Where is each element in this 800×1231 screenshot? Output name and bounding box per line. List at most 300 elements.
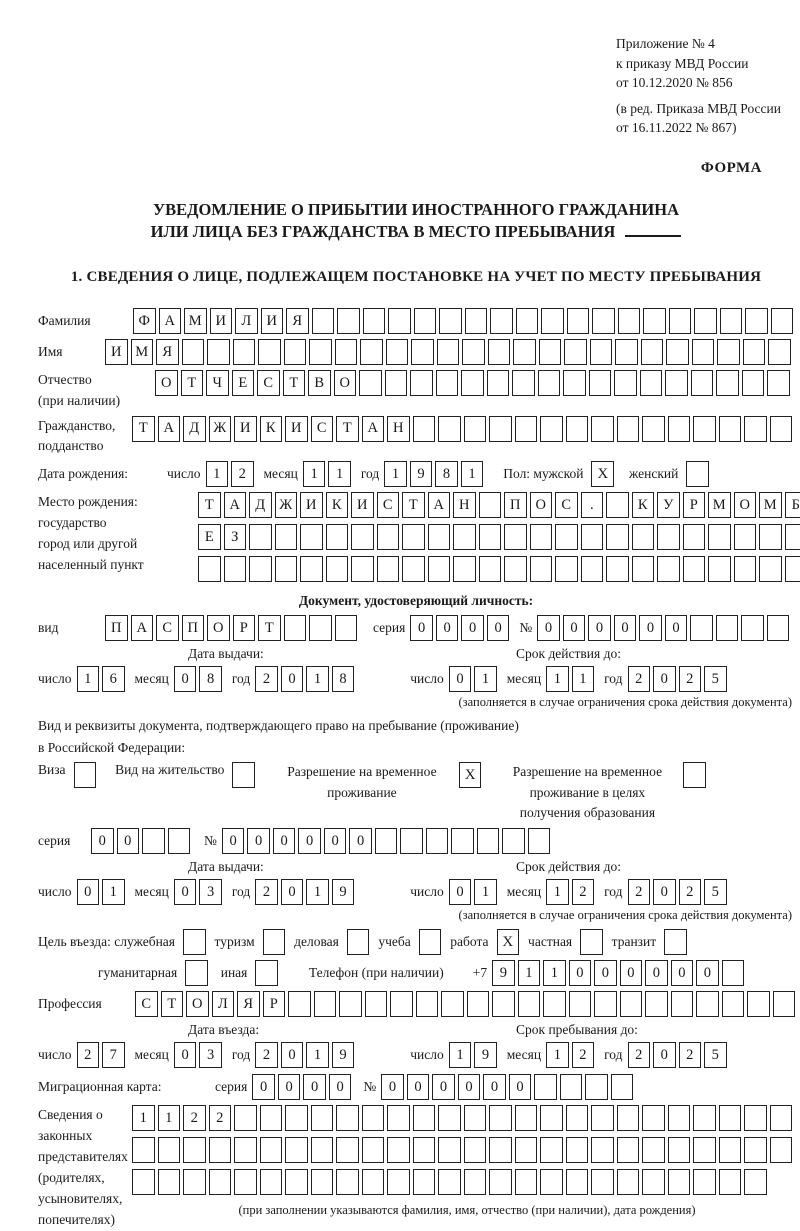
char-cell[interactable]	[453, 556, 476, 582]
char-cell[interactable]: 2	[679, 666, 702, 692]
char-cell[interactable]: 0	[174, 879, 197, 905]
char-cell[interactable]	[611, 1074, 634, 1100]
char-cell[interactable]: 0	[410, 615, 433, 641]
char-cell[interactable]: К	[326, 492, 349, 518]
char-cell[interactable]	[465, 308, 488, 334]
char-cell[interactable]	[594, 991, 617, 1017]
char-cell[interactable]: 0	[298, 828, 321, 854]
char-cell[interactable]: С	[257, 370, 280, 396]
char-cell[interactable]	[716, 370, 739, 396]
char-cell[interactable]	[207, 339, 230, 365]
char-cell[interactable]: Р	[233, 615, 256, 641]
char-cell[interactable]: З	[224, 524, 247, 550]
char-cell[interactable]	[566, 416, 589, 442]
char-cell[interactable]	[720, 308, 743, 334]
char-cell[interactable]	[744, 1169, 767, 1195]
char-cell[interactable]	[632, 556, 655, 582]
char-cell[interactable]	[585, 1074, 608, 1100]
char-cell[interactable]	[441, 991, 464, 1017]
char-cell[interactable]	[377, 556, 400, 582]
char-cell[interactable]	[438, 1105, 461, 1131]
char-cell[interactable]: А	[362, 416, 385, 442]
char-cell[interactable]: 0	[174, 1042, 197, 1068]
char-cell[interactable]: 0	[645, 960, 668, 986]
char-cell[interactable]: 0	[614, 615, 637, 641]
char-cell[interactable]	[335, 339, 358, 365]
char-cell[interactable]: 0	[569, 960, 592, 986]
char-cell[interactable]	[234, 1169, 257, 1195]
char-cell[interactable]: 0	[77, 879, 100, 905]
char-cell[interactable]	[183, 1169, 206, 1195]
char-cell[interactable]	[488, 339, 511, 365]
temp-residence-education-checkbox[interactable]	[683, 762, 706, 788]
char-cell[interactable]	[489, 1105, 512, 1131]
char-cell[interactable]	[690, 615, 713, 641]
char-cell[interactable]	[540, 1169, 563, 1195]
char-cell[interactable]	[492, 991, 515, 1017]
char-cell[interactable]: 0	[563, 615, 586, 641]
char-cell[interactable]	[362, 1137, 385, 1163]
char-cell[interactable]: 0	[509, 1074, 532, 1100]
char-cell[interactable]	[336, 1137, 359, 1163]
char-cell[interactable]	[326, 556, 349, 582]
char-cell[interactable]	[467, 991, 490, 1017]
char-cell[interactable]: 2	[628, 879, 651, 905]
char-cell[interactable]	[770, 1105, 793, 1131]
char-cell[interactable]: 1	[306, 879, 329, 905]
char-cell[interactable]: 3	[199, 879, 222, 905]
char-cell[interactable]	[311, 1137, 334, 1163]
char-cell[interactable]	[591, 416, 614, 442]
char-cell[interactable]	[581, 524, 604, 550]
char-cell[interactable]	[566, 1137, 589, 1163]
char-cell[interactable]	[617, 1137, 640, 1163]
char-cell[interactable]	[453, 524, 476, 550]
char-cell[interactable]: 0	[222, 828, 245, 854]
char-cell[interactable]	[642, 1105, 665, 1131]
char-cell[interactable]	[643, 308, 666, 334]
char-cell[interactable]: 0	[252, 1074, 275, 1100]
char-cell[interactable]: 1	[546, 666, 569, 692]
char-cell[interactable]	[258, 339, 281, 365]
char-cell[interactable]	[132, 1169, 155, 1195]
char-cell[interactable]: 5	[704, 1042, 727, 1068]
char-cell[interactable]: 1	[328, 461, 351, 487]
char-cell[interactable]	[233, 339, 256, 365]
char-cell[interactable]: 8	[199, 666, 222, 692]
char-cell[interactable]	[413, 1137, 436, 1163]
char-cell[interactable]: 1	[518, 960, 541, 986]
char-cell[interactable]	[300, 556, 323, 582]
char-cell[interactable]	[743, 339, 766, 365]
char-cell[interactable]	[785, 556, 800, 582]
char-cell[interactable]	[620, 991, 643, 1017]
char-cell[interactable]: 2	[183, 1105, 206, 1131]
char-cell[interactable]	[770, 1137, 793, 1163]
char-cell[interactable]	[515, 1105, 538, 1131]
char-cell[interactable]: П	[182, 615, 205, 641]
purpose-study-checkbox[interactable]	[419, 929, 442, 955]
char-cell[interactable]	[413, 1169, 436, 1195]
char-cell[interactable]: Д	[183, 416, 206, 442]
char-cell[interactable]	[567, 308, 590, 334]
char-cell[interactable]	[671, 991, 694, 1017]
char-cell[interactable]	[683, 556, 706, 582]
char-cell[interactable]: 0	[281, 1042, 304, 1068]
char-cell[interactable]	[402, 556, 425, 582]
char-cell[interactable]	[182, 339, 205, 365]
char-cell[interactable]	[234, 1137, 257, 1163]
char-cell[interactable]	[668, 1105, 691, 1131]
char-cell[interactable]	[314, 991, 337, 1017]
char-cell[interactable]: К	[632, 492, 655, 518]
char-cell[interactable]	[158, 1137, 181, 1163]
char-cell[interactable]	[617, 416, 640, 442]
char-cell[interactable]	[388, 308, 411, 334]
char-cell[interactable]: И	[351, 492, 374, 518]
char-cell[interactable]	[416, 991, 439, 1017]
char-cell[interactable]	[285, 1169, 308, 1195]
char-cell[interactable]	[336, 1105, 359, 1131]
char-cell[interactable]	[540, 416, 563, 442]
char-cell[interactable]	[479, 556, 502, 582]
char-cell[interactable]: 0	[91, 828, 114, 854]
char-cell[interactable]	[657, 556, 680, 582]
char-cell[interactable]	[438, 1137, 461, 1163]
char-cell[interactable]	[528, 828, 551, 854]
char-cell[interactable]: Т	[198, 492, 221, 518]
char-cell[interactable]	[132, 1137, 155, 1163]
char-cell[interactable]	[555, 524, 578, 550]
char-cell[interactable]: 0	[696, 960, 719, 986]
char-cell[interactable]: 9	[410, 461, 433, 487]
char-cell[interactable]: Т	[283, 370, 306, 396]
char-cell[interactable]: 0	[381, 1074, 404, 1100]
char-cell[interactable]	[645, 991, 668, 1017]
char-cell[interactable]	[209, 1137, 232, 1163]
char-cell[interactable]: 0	[653, 666, 676, 692]
char-cell[interactable]: Т	[402, 492, 425, 518]
char-cell[interactable]: 2	[231, 461, 254, 487]
char-cell[interactable]: Т	[161, 991, 184, 1017]
char-cell[interactable]: 0	[537, 615, 560, 641]
char-cell[interactable]	[642, 1169, 665, 1195]
char-cell[interactable]	[668, 1169, 691, 1195]
char-cell[interactable]	[209, 1169, 232, 1195]
char-cell[interactable]	[768, 339, 791, 365]
purpose-work-checkbox[interactable]: X	[497, 929, 520, 955]
char-cell[interactable]	[300, 524, 323, 550]
char-cell[interactable]	[436, 370, 459, 396]
char-cell[interactable]: 0	[329, 1074, 352, 1100]
char-cell[interactable]	[284, 339, 307, 365]
char-cell[interactable]	[744, 416, 767, 442]
char-cell[interactable]	[543, 991, 566, 1017]
char-cell[interactable]: Е	[198, 524, 221, 550]
char-cell[interactable]	[539, 339, 562, 365]
char-cell[interactable]: Ф	[133, 308, 156, 334]
char-cell[interactable]: 0	[620, 960, 643, 986]
char-cell[interactable]	[390, 991, 413, 1017]
female-checkbox[interactable]	[686, 461, 709, 487]
char-cell[interactable]	[411, 339, 434, 365]
char-cell[interactable]: С	[311, 416, 334, 442]
char-cell[interactable]	[590, 339, 613, 365]
char-cell[interactable]	[387, 1105, 410, 1131]
char-cell[interactable]: 2	[209, 1105, 232, 1131]
char-cell[interactable]	[693, 1137, 716, 1163]
char-cell[interactable]	[512, 370, 535, 396]
char-cell[interactable]: 0	[247, 828, 270, 854]
char-cell[interactable]	[657, 524, 680, 550]
char-cell[interactable]	[326, 524, 349, 550]
char-cell[interactable]	[693, 1105, 716, 1131]
char-cell[interactable]	[400, 828, 423, 854]
char-cell[interactable]: 0	[588, 615, 611, 641]
char-cell[interactable]	[284, 615, 307, 641]
char-cell[interactable]	[538, 370, 561, 396]
char-cell[interactable]	[767, 370, 790, 396]
char-cell[interactable]	[437, 339, 460, 365]
char-cell[interactable]	[719, 1137, 742, 1163]
char-cell[interactable]	[566, 1105, 589, 1131]
char-cell[interactable]	[438, 1169, 461, 1195]
char-cell[interactable]: 0	[483, 1074, 506, 1100]
char-cell[interactable]	[387, 1169, 410, 1195]
char-cell[interactable]	[490, 308, 513, 334]
char-cell[interactable]: 2	[628, 666, 651, 692]
char-cell[interactable]: 0	[639, 615, 662, 641]
char-cell[interactable]: О	[334, 370, 357, 396]
char-cell[interactable]	[377, 524, 400, 550]
char-cell[interactable]: Т	[132, 416, 155, 442]
char-cell[interactable]: И	[210, 308, 233, 334]
char-cell[interactable]: С	[555, 492, 578, 518]
char-cell[interactable]: 1	[461, 461, 484, 487]
char-cell[interactable]	[530, 524, 553, 550]
char-cell[interactable]: 1	[306, 1042, 329, 1068]
char-cell[interactable]	[615, 339, 638, 365]
char-cell[interactable]: 2	[628, 1042, 651, 1068]
char-cell[interactable]	[285, 1105, 308, 1131]
char-cell[interactable]: 1	[543, 960, 566, 986]
char-cell[interactable]	[359, 370, 382, 396]
char-cell[interactable]	[451, 828, 474, 854]
char-cell[interactable]: О	[186, 991, 209, 1017]
char-cell[interactable]	[387, 1137, 410, 1163]
char-cell[interactable]: 0	[671, 960, 694, 986]
char-cell[interactable]	[513, 339, 536, 365]
char-cell[interactable]: П	[105, 615, 128, 641]
char-cell[interactable]: 0	[117, 828, 140, 854]
char-cell[interactable]	[666, 339, 689, 365]
purpose-private-checkbox[interactable]	[580, 929, 603, 955]
purpose-tourism-checkbox[interactable]	[263, 929, 286, 955]
char-cell[interactable]	[642, 1137, 665, 1163]
char-cell[interactable]: 2	[679, 1042, 702, 1068]
char-cell[interactable]	[198, 556, 221, 582]
char-cell[interactable]: 0	[449, 666, 472, 692]
char-cell[interactable]: 8	[332, 666, 355, 692]
char-cell[interactable]	[515, 416, 538, 442]
char-cell[interactable]	[785, 524, 800, 550]
char-cell[interactable]: 0	[281, 666, 304, 692]
char-cell[interactable]	[683, 524, 706, 550]
char-cell[interactable]	[351, 556, 374, 582]
char-cell[interactable]: 0	[436, 615, 459, 641]
char-cell[interactable]: Н	[387, 416, 410, 442]
char-cell[interactable]	[336, 1169, 359, 1195]
char-cell[interactable]	[618, 308, 641, 334]
char-cell[interactable]: М	[131, 339, 154, 365]
char-cell[interactable]: 1	[303, 461, 326, 487]
char-cell[interactable]	[158, 1169, 181, 1195]
char-cell[interactable]: .	[581, 492, 604, 518]
char-cell[interactable]: М	[759, 492, 782, 518]
char-cell[interactable]	[428, 556, 451, 582]
char-cell[interactable]: О	[734, 492, 757, 518]
char-cell[interactable]	[693, 416, 716, 442]
char-cell[interactable]: 0	[449, 879, 472, 905]
char-cell[interactable]	[569, 991, 592, 1017]
char-cell[interactable]	[632, 524, 655, 550]
char-cell[interactable]	[464, 416, 487, 442]
char-cell[interactable]: 2	[679, 879, 702, 905]
char-cell[interactable]	[260, 1169, 283, 1195]
char-cell[interactable]	[439, 308, 462, 334]
char-cell[interactable]: А	[224, 492, 247, 518]
char-cell[interactable]	[617, 1169, 640, 1195]
male-checkbox[interactable]: X	[591, 461, 614, 487]
char-cell[interactable]: А	[158, 416, 181, 442]
char-cell[interactable]	[530, 556, 553, 582]
char-cell[interactable]: 9	[332, 879, 355, 905]
char-cell[interactable]: 0	[665, 615, 688, 641]
char-cell[interactable]: 1	[546, 1042, 569, 1068]
char-cell[interactable]	[767, 615, 790, 641]
char-cell[interactable]	[464, 1137, 487, 1163]
char-cell[interactable]	[234, 1105, 257, 1131]
char-cell[interactable]	[669, 308, 692, 334]
char-cell[interactable]: И	[105, 339, 128, 365]
char-cell[interactable]: 0	[303, 1074, 326, 1100]
char-cell[interactable]: 5	[704, 879, 727, 905]
char-cell[interactable]	[515, 1137, 538, 1163]
char-cell[interactable]	[771, 308, 794, 334]
char-cell[interactable]	[560, 1074, 583, 1100]
char-cell[interactable]	[668, 1137, 691, 1163]
char-cell[interactable]: И	[234, 416, 257, 442]
char-cell[interactable]	[339, 991, 362, 1017]
char-cell[interactable]: 0	[278, 1074, 301, 1100]
char-cell[interactable]	[487, 370, 510, 396]
char-cell[interactable]: С	[135, 991, 158, 1017]
char-cell[interactable]: Р	[263, 991, 286, 1017]
char-cell[interactable]	[386, 339, 409, 365]
char-cell[interactable]: В	[308, 370, 331, 396]
char-cell[interactable]	[719, 1105, 742, 1131]
char-cell[interactable]	[734, 524, 757, 550]
char-cell[interactable]: 1	[158, 1105, 181, 1131]
char-cell[interactable]: Ч	[206, 370, 229, 396]
char-cell[interactable]	[516, 308, 539, 334]
char-cell[interactable]	[555, 556, 578, 582]
char-cell[interactable]	[413, 416, 436, 442]
char-cell[interactable]	[722, 960, 745, 986]
char-cell[interactable]	[489, 416, 512, 442]
char-cell[interactable]	[309, 339, 332, 365]
char-cell[interactable]: 2	[77, 1042, 100, 1068]
char-cell[interactable]: М	[184, 308, 207, 334]
char-cell[interactable]	[589, 370, 612, 396]
char-cell[interactable]	[566, 1169, 589, 1195]
char-cell[interactable]	[745, 308, 768, 334]
char-cell[interactable]: 7	[102, 1042, 125, 1068]
char-cell[interactable]: 9	[492, 960, 515, 986]
char-cell[interactable]: Л	[212, 991, 235, 1017]
char-cell[interactable]	[719, 416, 742, 442]
char-cell[interactable]: Я	[156, 339, 179, 365]
char-cell[interactable]: 1	[102, 879, 125, 905]
char-cell[interactable]	[183, 1137, 206, 1163]
char-cell[interactable]: 9	[474, 1042, 497, 1068]
char-cell[interactable]	[337, 308, 360, 334]
char-cell[interactable]	[541, 308, 564, 334]
char-cell[interactable]: Я	[237, 991, 260, 1017]
char-cell[interactable]	[413, 1105, 436, 1131]
char-cell[interactable]	[770, 416, 793, 442]
char-cell[interactable]	[402, 524, 425, 550]
char-cell[interactable]	[504, 556, 527, 582]
char-cell[interactable]	[518, 991, 541, 1017]
char-cell[interactable]	[365, 991, 388, 1017]
char-cell[interactable]	[502, 828, 525, 854]
char-cell[interactable]: Б	[785, 492, 800, 518]
char-cell[interactable]	[693, 1169, 716, 1195]
char-cell[interactable]	[168, 828, 191, 854]
char-cell[interactable]	[668, 416, 691, 442]
char-cell[interactable]	[504, 524, 527, 550]
purpose-transit-checkbox[interactable]	[664, 929, 687, 955]
char-cell[interactable]: Л	[235, 308, 258, 334]
char-cell[interactable]: О	[207, 615, 230, 641]
char-cell[interactable]	[464, 1169, 487, 1195]
char-cell[interactable]	[606, 492, 629, 518]
char-cell[interactable]	[489, 1137, 512, 1163]
char-cell[interactable]	[665, 370, 688, 396]
char-cell[interactable]	[617, 1105, 640, 1131]
char-cell[interactable]	[640, 370, 663, 396]
char-cell[interactable]	[759, 524, 782, 550]
char-cell[interactable]: Р	[683, 492, 706, 518]
char-cell[interactable]	[591, 1137, 614, 1163]
char-cell[interactable]: Е	[232, 370, 255, 396]
char-cell[interactable]	[708, 556, 731, 582]
char-cell[interactable]	[414, 308, 437, 334]
char-cell[interactable]	[719, 1169, 742, 1195]
char-cell[interactable]: Ж	[275, 492, 298, 518]
char-cell[interactable]	[540, 1105, 563, 1131]
char-cell[interactable]	[722, 991, 745, 1017]
char-cell[interactable]: 2	[572, 879, 595, 905]
char-cell[interactable]: 1	[384, 461, 407, 487]
char-cell[interactable]: 1	[77, 666, 100, 692]
char-cell[interactable]: А	[428, 492, 451, 518]
char-cell[interactable]: 1	[572, 666, 595, 692]
char-cell[interactable]	[563, 370, 586, 396]
char-cell[interactable]: А	[131, 615, 154, 641]
char-cell[interactable]	[747, 991, 770, 1017]
